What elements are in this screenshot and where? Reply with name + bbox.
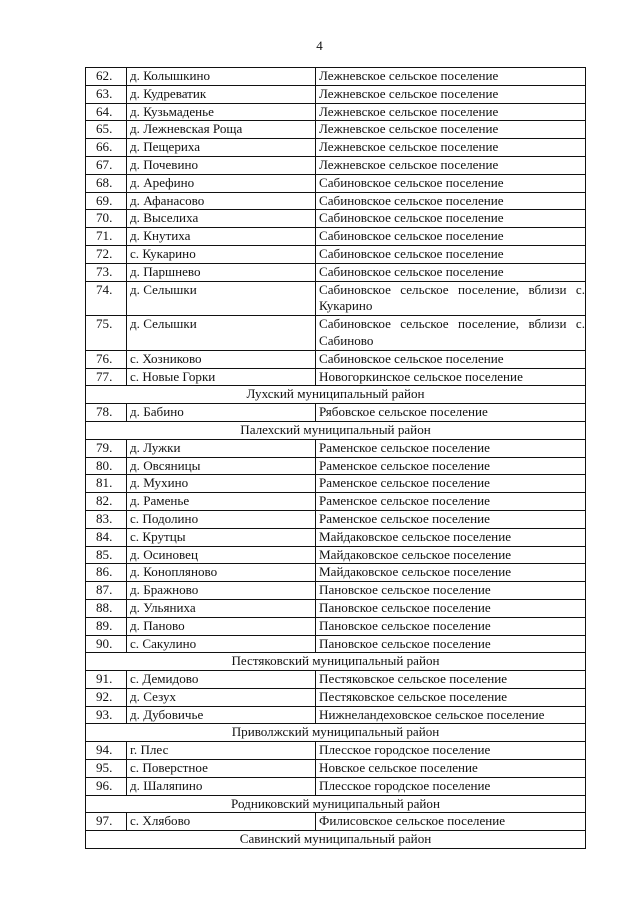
locality-name: д. Лужки xyxy=(127,439,316,457)
settlement-name: Раменское сельское поселение xyxy=(316,510,586,528)
table-row xyxy=(86,813,586,831)
district-header-row xyxy=(86,386,586,404)
locality-name: с. Новые Горки xyxy=(127,368,316,386)
row-number: 65. xyxy=(86,121,127,139)
table-row xyxy=(86,617,586,635)
table-row xyxy=(86,174,586,192)
district-header-row xyxy=(86,653,586,671)
table-row xyxy=(86,439,586,457)
district-header-row xyxy=(86,795,586,813)
settlements-table-body xyxy=(86,68,586,849)
locality-name: д. Паршнево xyxy=(127,263,316,281)
row-number: 91. xyxy=(86,671,127,689)
table-row xyxy=(86,528,586,546)
table-row xyxy=(86,404,586,422)
table-row xyxy=(86,103,586,121)
settlement-name: Сабиновское сельское поселение xyxy=(316,228,586,246)
locality-name: д. Дубовичье xyxy=(127,706,316,724)
row-number: 74. xyxy=(86,281,127,316)
row-number: 87. xyxy=(86,582,127,600)
row-number: 77. xyxy=(86,368,127,386)
table-row xyxy=(86,85,586,103)
district-name: Савинский муниципальный район xyxy=(86,831,586,849)
table-row xyxy=(86,350,586,368)
locality-name: д. Арефино xyxy=(127,174,316,192)
district-header-row xyxy=(86,724,586,742)
locality-name: с. Хлябово xyxy=(127,813,316,831)
settlement-name: Сабиновское сельское поселение, вблизи с. Сабиново xyxy=(316,316,586,351)
settlement-name: Сабиновское сельское поселение xyxy=(316,263,586,281)
locality-name: д. Паново xyxy=(127,617,316,635)
table-row xyxy=(86,760,586,778)
settlement-name: Пановское сельское поселение xyxy=(316,617,586,635)
table-row xyxy=(86,582,586,600)
settlement-name: Лежневское сельское поселение xyxy=(316,121,586,139)
locality-name: д. Ульяниха xyxy=(127,599,316,617)
locality-name: д. Выселиха xyxy=(127,210,316,228)
district-name: Приволжский муниципальный район xyxy=(86,724,586,742)
row-number: 73. xyxy=(86,263,127,281)
table-row xyxy=(86,635,586,653)
row-number: 79. xyxy=(86,439,127,457)
row-number: 93. xyxy=(86,706,127,724)
settlement-name: Плесское городское поселение xyxy=(316,742,586,760)
settlements-table xyxy=(85,67,586,849)
table-row xyxy=(86,564,586,582)
table-row xyxy=(86,546,586,564)
settlement-name: Пестяковское сельское поселение xyxy=(316,688,586,706)
row-number: 92. xyxy=(86,688,127,706)
table-row xyxy=(86,156,586,174)
locality-name: д. Шаляпино xyxy=(127,777,316,795)
settlement-name: Раменское сельское поселение xyxy=(316,439,586,457)
row-number: 90. xyxy=(86,635,127,653)
row-number: 64. xyxy=(86,103,127,121)
settlement-name: Сабиновское сельское поселение xyxy=(316,350,586,368)
row-number: 94. xyxy=(86,742,127,760)
settlement-name: Раменское сельское поселение xyxy=(316,475,586,493)
table-row xyxy=(86,228,586,246)
table-row xyxy=(86,599,586,617)
row-number: 95. xyxy=(86,760,127,778)
locality-name: д. Селышки xyxy=(127,281,316,316)
settlement-name: Рябовское сельское поселение xyxy=(316,404,586,422)
locality-name: д. Бабино xyxy=(127,404,316,422)
settlement-name: Майдаковское сельское поселение xyxy=(316,546,586,564)
table-row xyxy=(86,68,586,86)
row-number: 67. xyxy=(86,156,127,174)
district-name: Родниковский муниципальный район xyxy=(86,795,586,813)
district-header-row xyxy=(86,421,586,439)
row-number: 85. xyxy=(86,546,127,564)
row-number: 76. xyxy=(86,350,127,368)
district-name: Палехский муниципальный район xyxy=(86,421,586,439)
locality-name: с. Хозниково xyxy=(127,350,316,368)
table-row xyxy=(86,263,586,281)
table-row xyxy=(86,210,586,228)
settlement-name: Сабиновское сельское поселение, вблизи с. Кукарино xyxy=(316,281,586,316)
settlement-name: Сабиновское сельское поселение xyxy=(316,210,586,228)
row-number: 82. xyxy=(86,493,127,511)
locality-name: д. Кузьмаденье xyxy=(127,103,316,121)
locality-name: с. Демидово xyxy=(127,671,316,689)
settlement-name: Майдаковское сельское поселение xyxy=(316,528,586,546)
row-number: 62. xyxy=(86,68,127,86)
table-row xyxy=(86,457,586,475)
locality-name: с. Кукарино xyxy=(127,245,316,263)
page-number: 4 xyxy=(316,38,323,53)
locality-name: д. Кнутиха xyxy=(127,228,316,246)
settlement-name: Пановское сельское поселение xyxy=(316,635,586,653)
row-number: 81. xyxy=(86,475,127,493)
locality-name: г. Плес xyxy=(127,742,316,760)
locality-name: д. Сезух xyxy=(127,688,316,706)
locality-name: д. Кудреватик xyxy=(127,85,316,103)
row-number: 68. xyxy=(86,174,127,192)
settlement-name: Раменское сельское поселение xyxy=(316,457,586,475)
settlement-name: Лежневское сельское поселение xyxy=(316,156,586,174)
locality-name: с. Крутцы xyxy=(127,528,316,546)
district-name: Пестяковский муниципальный район xyxy=(86,653,586,671)
table-row xyxy=(86,777,586,795)
settlement-name: Сабиновское сельское поселение xyxy=(316,192,586,210)
settlement-name: Майдаковское сельское поселение xyxy=(316,564,586,582)
row-number: 96. xyxy=(86,777,127,795)
locality-name: с. Поверстное xyxy=(127,760,316,778)
row-number: 97. xyxy=(86,813,127,831)
locality-name: д. Селышки xyxy=(127,316,316,351)
locality-name: с. Подолино xyxy=(127,510,316,528)
row-number: 80. xyxy=(86,457,127,475)
table-row xyxy=(86,510,586,528)
locality-name: д. Мухино xyxy=(127,475,316,493)
locality-name: д. Почевино xyxy=(127,156,316,174)
settlement-name: Нижнеландеховское сельское поселение xyxy=(316,706,586,724)
table-row xyxy=(86,281,586,316)
row-number: 89. xyxy=(86,617,127,635)
locality-name: д. Пещериха xyxy=(127,139,316,157)
table-row xyxy=(86,688,586,706)
row-number: 71. xyxy=(86,228,127,246)
locality-name: д. Раменье xyxy=(127,493,316,511)
table-row xyxy=(86,139,586,157)
row-number: 66. xyxy=(86,139,127,157)
settlement-name: Раменское сельское поселение xyxy=(316,493,586,511)
locality-name: д. Лежневская Роща xyxy=(127,121,316,139)
table-row xyxy=(86,475,586,493)
locality-name: д. Осиновец xyxy=(127,546,316,564)
settlement-name: Лежневское сельское поселение xyxy=(316,139,586,157)
settlement-name: Лежневское сельское поселение xyxy=(316,68,586,86)
settlement-name: Лежневское сельское поселение xyxy=(316,85,586,103)
table-row xyxy=(86,368,586,386)
settlement-name: Пановское сельское поселение xyxy=(316,582,586,600)
district-header-row xyxy=(86,831,586,849)
table-row xyxy=(86,245,586,263)
row-number: 86. xyxy=(86,564,127,582)
settlement-name: Сабиновское сельское поселение xyxy=(316,245,586,263)
table-row xyxy=(86,493,586,511)
district-name: Лухский муниципальный район xyxy=(86,386,586,404)
settlement-name: Пановское сельское поселение xyxy=(316,599,586,617)
row-number: 88. xyxy=(86,599,127,617)
locality-name: с. Сакулино xyxy=(127,635,316,653)
row-number: 78. xyxy=(86,404,127,422)
locality-name: д. Афанасово xyxy=(127,192,316,210)
settlement-name: Новогоркинское сельское поселение xyxy=(316,368,586,386)
row-number: 69. xyxy=(86,192,127,210)
settlement-name: Новское сельское поселение xyxy=(316,760,586,778)
row-number: 83. xyxy=(86,510,127,528)
row-number: 63. xyxy=(86,85,127,103)
table-row xyxy=(86,192,586,210)
settlement-name: Филисовское сельское поселение xyxy=(316,813,586,831)
row-number: 70. xyxy=(86,210,127,228)
locality-name: д. Конопляново xyxy=(127,564,316,582)
table-row xyxy=(86,316,586,351)
locality-name: д. Бражново xyxy=(127,582,316,600)
table-row xyxy=(86,706,586,724)
settlement-name: Пестяковское сельское поселение xyxy=(316,671,586,689)
table-row xyxy=(86,121,586,139)
locality-name: д. Овсяницы xyxy=(127,457,316,475)
row-number: 72. xyxy=(86,245,127,263)
table-row xyxy=(86,671,586,689)
settlement-name: Лежневское сельское поселение xyxy=(316,103,586,121)
table-row xyxy=(86,742,586,760)
locality-name: д. Колышкино xyxy=(127,68,316,86)
settlement-name: Плесское городское поселение xyxy=(316,777,586,795)
settlement-name: Сабиновское сельское поселение xyxy=(316,174,586,192)
row-number: 75. xyxy=(86,316,127,351)
row-number: 84. xyxy=(86,528,127,546)
